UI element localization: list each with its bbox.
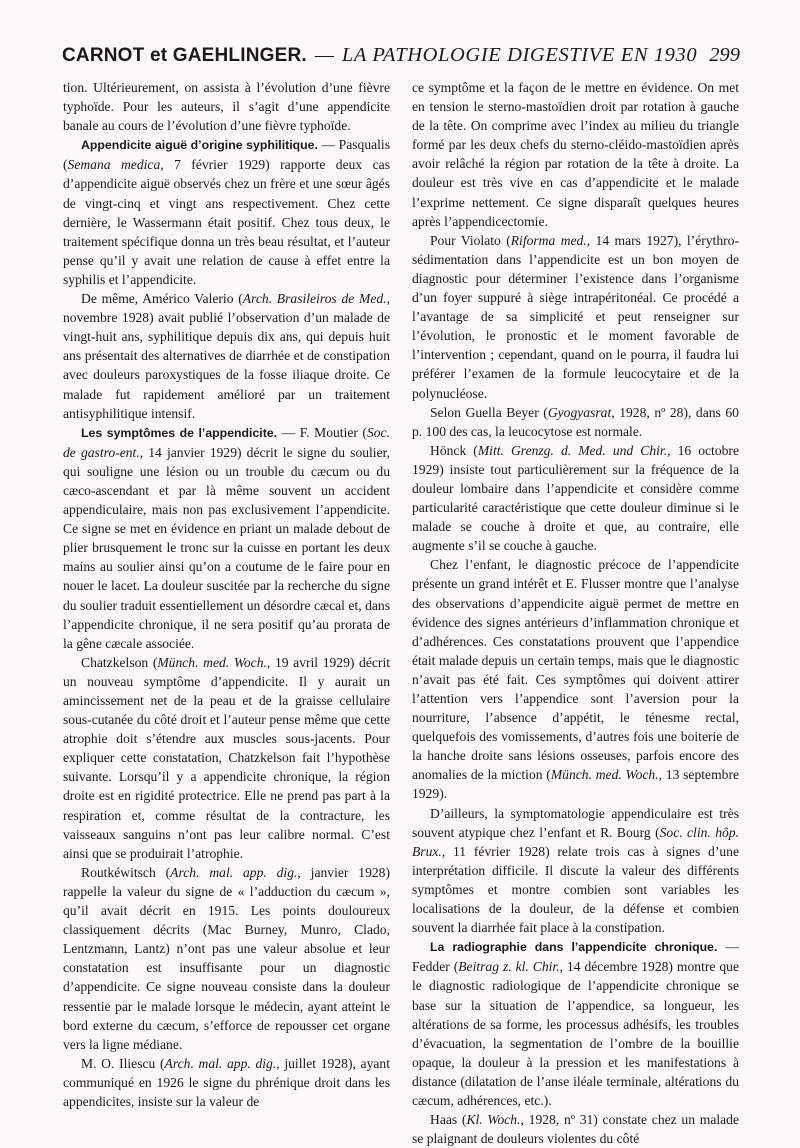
left-column	[63, 78, 390, 1111]
paragraph: Appendicite aiguë d’origine syphilitique. — Pasqualis (Semana medica, 7 février 1929) rapporte deux cas d’appendicite aiguë observés chez un frère et une sœur âgés de vingt-cinq et vingt ans respectivement. Chez cette dernière, le Wassermann était positif. Chez tous deux, le traitement spécifique donna un très beau résultat, et l’auteur pense qu’il y avait une relation de cause à effet entre la syphilis et l’appendicite.	[63, 137, 390, 287]
paragraph: D’ailleurs, la symptomatologie appendiculaire est très souvent atypique chez l’enfant et R. Bourg (Soc. clin. hôp. Brux., 11 février 1928) relate trois cas à signes d’une interprétation difficile. Il discute la valeur des différents symptômes et montre combien sont variables les localisations de la douleur, de la défense et combien souvent la diarrhée fait place à la constipation.	[412, 805, 739, 936]
citation: Arch. Brasileiros de Med.	[242, 291, 387, 307]
citation: Riforma med.	[510, 232, 587, 248]
citation: Arch. mal. app. dig.	[170, 864, 298, 880]
running-header	[62, 44, 740, 74]
paragraph: De même, Américo Valerio (Arch. Brasileiros de Med., novembre 1928) avait publié l’observation d’un malade de vingt-huit ans, syphilitique depuis dix ans, qui depuis huit ans présentait des alternatives de diarrhée et de constipation avec douleurs paroxystiques de la fosse iliaque droite. Ce malade fut rapidement amélioré par un traitement antisyphilitique intensif.	[63, 291, 390, 421]
section-heading: Les symptômes de l’appendicite.	[81, 425, 278, 440]
citation: Gyogyasrat	[547, 404, 612, 420]
paragraph: Les symptômes de l’appendicite. — F. Moutier (Soc. de gastro-ent., 14 janvier 1929) décrit le signe du soulier, qui souligne une lésion ou un trouble du cæcum ou du cæco-ascendant et par là même souvent un accident appendiculaire, mais non pas exclusivement l’appendicite. Ce signe se met en évidence en priant un malade debout de plier brusquement le tronc sur la cuisse en portant les deux mains au soulier ainsi qu’on a coutume de le faire pour en nouer le lacet. La douleur suscitée par la recherche du signe du soulier traduit essentiellement un désordre cæcal et, dans l’appendicite chronique, il ne sera positif qu’au prorata de la gêne cæcale associée.	[63, 424, 391, 651]
citation: Münch. med. Woch.	[157, 654, 267, 670]
paragraph: M. O. Iliescu (Arch. mal. app. dig., juillet 1928), ayant communiqué en 1926 le signe du phrénique droit dans les appendicites, insiste sur la valeur de	[63, 1055, 390, 1109]
citation: Kl. Woch.	[466, 1112, 521, 1128]
paragraph: Routkéwitsch (Arch. mal. app. dig., janvier 1928) rappelle la valeur du signe de « l’adduction du cæcum », qu’il avait décrit en 1915. Les points douloureux classiquement décrits (Mac Burney, Munro, Clado, Lentzmann, Lantz) n’ont pas une valeur absolue et leur constatation est insuffisante pour un diagnostic d’appendicite. Ce signe nouveau consiste dans la douleur ressentie par le malade lorsque le médecin, ayant atteint le bord externe du cæcum, s’efforce de repousser cet organe vers la ligne médiane.	[63, 864, 390, 1052]
section-heading: La radiographie dans l’appendicite chronique.	[430, 940, 718, 955]
paragraph: Selon Guella Beyer (Gyogyasrat, 1928, nº 28), dans 60 p. 100 des cas, la leucocytose est normale.	[412, 404, 739, 439]
header-dash: —	[314, 45, 334, 66]
page-number: 299	[709, 44, 740, 66]
paragraph: Chatzkelson (Münch. med. Woch., 19 avril 1929) décrit un nouveau symptôme d’appendicite. Il y aurait un amincissement net de la peau et de la graisse cellulaire sous-cutanée du côté droit et l’auteur pense même que cette atrophie doit s’étendre aux muscles sous-jacents. Pour expliquer cette constatation, Chatzkelson fait l’hypothèse suivante. Lorsqu’il y a appendicite chronique, la région droite est en rigidité protectrice. Elle ne prend pas part à la respiration et, comme résultat de la contracture, les vaisseaux sanguins n’ont pas leur calibre normal. C’est ainsi que se produirait l’atrophie.	[63, 654, 391, 861]
right-column	[412, 78, 739, 1148]
paragraph: Hönck (Mitt. Grenzg. d. Med. und Chir., 16 octobre 1929) insiste tout particulièrement sur la fréquence de la douleur lombaire dans l’appendicite et considère comme particularité caractéristique que cette douleur diminue si le malade se couche à droite et que, au contraire, elle augmente s’il se couche à gauche.	[412, 442, 739, 554]
paragraph: Haas (Kl. Woch., 1928, nº 31) constate chez un malade se plaignant de douleurs violentes du côté	[412, 1112, 739, 1147]
citation: Semana medica	[67, 157, 161, 173]
citation: Soc. clin. hôp. Brux.	[412, 824, 739, 859]
paragraph: Pour Violato (Riforma med., 14 mars 1927), l’érythro-sédimentation dans l’appendicite est un bon moyen de diagnostic pour déterminer l’existence dans l’organisme d’un foyer suppuré à siège intrapéritonéal. Ce procédé a l’avantage de sa simplicité et peut renseigner sur l’évolution, le pronostic et le moment favorable de l’intervention ; cependant, quand on le pourra, il faudra lui préférer l’examen de la formule leucocytaire et de la polynucléose.	[412, 232, 739, 401]
citation: Arch. mal. app. dig.	[164, 1055, 277, 1071]
citation: Münch. med. Woch.	[550, 767, 659, 783]
header-authors: CARNOT et GAEHLINGER.	[62, 45, 307, 66]
citation: Beitrag z. kl. Chir.	[458, 959, 560, 975]
paragraph: La radiographie dans l’appendicite chronique. — Fedder (Beitrag z. kl. Chir., 14 décembre 1928) montre que le diagnostic radiologique de l’appendicite chronique se base sur la situation de l’appendice, sa longueur, les altérations de sa forme, les processus adhésifs, les troubles d’évacuation, la segmentation de l’ombre de la bouillie opaque, la douleur à la pression et les manifestations à distance (dilatation de l’anse iléale terminale, altérations du cæcum, adhérences, etc.).	[412, 939, 739, 1108]
citation: Soc. de gastro-ent.	[63, 424, 390, 460]
citation: Mitt. Grenzg. d. Med. und Chir.	[477, 442, 668, 458]
header-title: LA PATHOLOGIE DIGESTIVE EN 1930	[341, 44, 698, 66]
paragraph: Chez l’enfant, le diagnostic précoce de l’appendicite présente un grand intérêt et E. Flusser montre que l’analyse des observations d’appendicite aiguë permet de mettre en évidence des signes antérieurs d’inflammation chronique et d’adhérences. Ces constatations prouvent que l’appendice était malade depuis un certain temps, mais que le diagnostic n’avait pas été fait. Ces symptômes qui doivent attirer l’attention vers l’appendice sont l’aversion pour la nourriture, l’absence d’appétit, le ténesme rectal, quelquefois des vomissements, d’autres fois une boiterie de la hanche droite sans lésions osseuses, parfois encore des anomalies de la miction (Münch. med. Woch., 13 septembre 1929).	[412, 557, 740, 802]
paragraph: tion. Ultérieurement, on assista à l’évolution d’une fièvre typhoïde. Pour les auteurs, il s’agit d’une appendicite banale au cours de l’évolution d’une fièvre typhoïde.	[63, 80, 390, 134]
paragraph: ce symptôme et la façon de le mettre en évidence. On met en tension le sterno-mastoïdien droit par rotation à gauche de la tête. On comprime avec l’index au milieu du triangle formé par les deux chefs du sterno-cléido-mastoïdien après avoir relâché la région par rotation de la tête à droite. La douleur est très vive en cas d’appendicite et le malade l’exprime nettement. Ce signe disparaît quelques heures après l’appendicectomie.	[412, 80, 739, 229]
section-heading: Appendicite aiguë d’origine syphilitique.	[81, 138, 318, 153]
